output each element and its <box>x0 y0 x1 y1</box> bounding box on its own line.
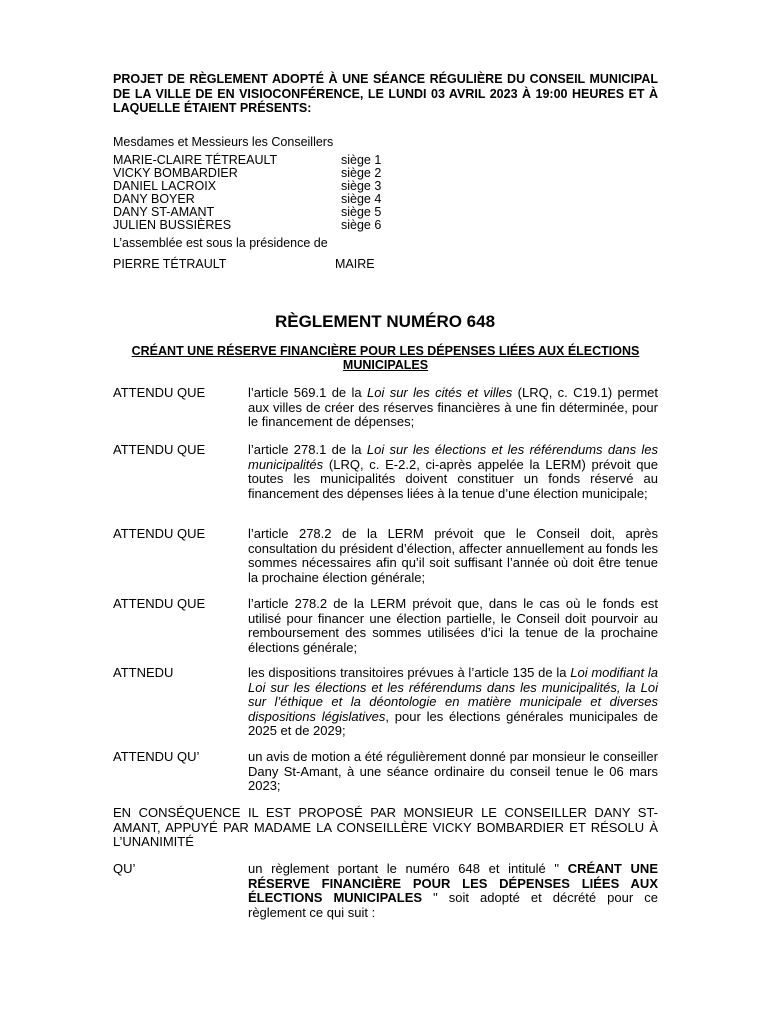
member-name: DANY BOYER <box>113 192 195 206</box>
clause-text <box>248 666 658 739</box>
clause-text-part: l’article 278.2 de la LERM prévoit que le Conseil doit, après consultation du président d’élection, affecter annuellement au fonds les sommes nécessaires afin qu’il soit suffisant l’année où doit être tenue la prochaine élection générale; <box>248 526 658 585</box>
whereas-clause <box>113 527 658 585</box>
clause-text-part: un avis de motion a été régulièrement donné par monsieur le conseiller Dany St-Amant, à une séance ordinaire du conseil tenue le 06 mars 2023; <box>248 749 658 793</box>
bylaw-subtitle: CRÉANT UNE RÉSERVE FINANCIÈRE POUR LES DÉPENSES LIÉES AUX ÉLECTIONS MUNICIPALES <box>131 344 640 372</box>
clause-text-part: " soit adopté et décrété pour ce règlement ce qui suit : <box>248 890 658 920</box>
clause-label: ATTENDU QUE <box>113 385 206 400</box>
member-seat: siège 1 <box>341 153 382 167</box>
member-name: MARIE-CLAIRE TÉTREAULT <box>113 153 278 167</box>
clause-text-part: , pour les élections générales municipales de 2025 et de 2029; <box>248 708 658 738</box>
president-role: MAIRE <box>335 257 375 271</box>
clause-text <box>248 750 658 794</box>
member-seat: siège 3 <box>341 179 382 193</box>
member-name: JULIEN BUSSIÈRES <box>113 218 232 232</box>
clause-label: ATTENDU QUE <box>113 442 206 457</box>
clause-text-part: l’article 278.2 de la LERM prévoit que, dans le cas où le fonds est utilisé pour financer une élection partielle, le Conseil doit pourvoir au remboursement des sommes utilisées d’ici la tenue de la prochaine élections générale; <box>248 596 658 655</box>
clause-text-part: les dispositions transitoires prévues à l’article 135 de la <box>248 665 571 680</box>
presidence-text: L’assemblée est sous la présidence de <box>113 236 328 250</box>
member-seat: siège 4 <box>341 192 382 206</box>
clause-text-part: un règlement portant le numéro 648 et intitulé " <box>248 861 568 876</box>
president-row <box>113 258 375 271</box>
member-name: DANIEL LACROIX <box>113 179 217 193</box>
president-name: PIERRE TÉTRAULT <box>113 257 227 271</box>
member-row <box>113 219 381 232</box>
whereas-clause <box>113 597 658 655</box>
bylaw-title: RÈGLEMENT NUMÉRO 648 <box>274 312 496 331</box>
whereas-clause <box>113 750 658 794</box>
clause-label: ATTENDU QUE <box>113 526 206 541</box>
member-seat: siège 2 <box>341 166 382 180</box>
whereas-clause <box>113 443 658 501</box>
clause-label: QU’ <box>113 861 136 876</box>
bylaw-name-bold: CRÉANT UNE RÉSERVE FINANCIÈRE POUR LES DÉPENSES LIÉES AUX ÉLECTIONS MUNICIPALES <box>248 861 658 905</box>
clause-law-title: Loi modifiant la Loi sur les élections et les référendums dans les municipalités, la Loi sur l’éthique et la déontologie en matière municipale et diverses dispositions législatives <box>248 665 658 724</box>
clause-text-part: (LRQ, c. E-2.2, ci-après appelée la LERM) prévoit que toutes les municipalités doivent constituer un fonds réservé au financement des dépenses liées à la tenue d’une élection municipale; <box>248 456 658 501</box>
members-intro: Mesdames et Messieurs les Conseillers <box>113 135 334 149</box>
clause-law-title: Loi sur les cités et villes <box>367 385 513 400</box>
member-seat: siège 6 <box>341 218 382 232</box>
clause-text-part: l’article 278.1 de la <box>248 442 367 457</box>
final-clause <box>113 862 658 920</box>
document-header: PROJET DE RÈGLEMENT ADOPTÉ À UNE SÉANCE RÉGULIÈRE DU CONSEIL MUNICIPAL DE LA VILLE DE EN VISIOCONFÉRENCE, LE LUNDI 03 AVRIL 2023 À 19:00 HEURES ET À LAQUELLE ÉTAIENT PRÉSENTS: <box>113 72 658 115</box>
member-name: DANY ST-AMANT <box>113 205 215 219</box>
whereas-clause <box>113 386 658 430</box>
clause-text <box>248 443 658 501</box>
clause-text <box>248 386 658 430</box>
clause-law-title: Loi sur les élections et les référendums dans les municipalités <box>248 442 659 472</box>
whereas-clause <box>113 666 658 739</box>
clause-text <box>248 862 658 920</box>
clause-label: ATTENDU QU’ <box>113 749 200 764</box>
members-list <box>113 154 381 232</box>
clause-label: ATTENDU QUE <box>113 596 206 611</box>
member-name: VICKY BOMBARDIER <box>113 166 238 180</box>
clause-label: ATTNEDU <box>113 665 174 680</box>
clause-text-part: (LRQ, c. C19.1) permet aux villes de créer des réserves financières à une fin déterminée, pour le financement de dépenses; <box>248 385 658 429</box>
clause-text <box>248 597 658 655</box>
clause-text <box>248 527 658 585</box>
clause-text-part: l’article 569.1 de la <box>248 385 367 400</box>
resolution-text: EN CONSÉQUENCE IL EST PROPOSÉ PAR MONSIEUR LE CONSEILLER DANY ST-AMANT, APPUYÉ PAR MADAME LA CONSEILLÈRE VICKY BOMBARDIER ET RÉSOLU À L’UNANIMITÉ <box>113 805 658 849</box>
member-seat: siège 5 <box>341 205 382 219</box>
